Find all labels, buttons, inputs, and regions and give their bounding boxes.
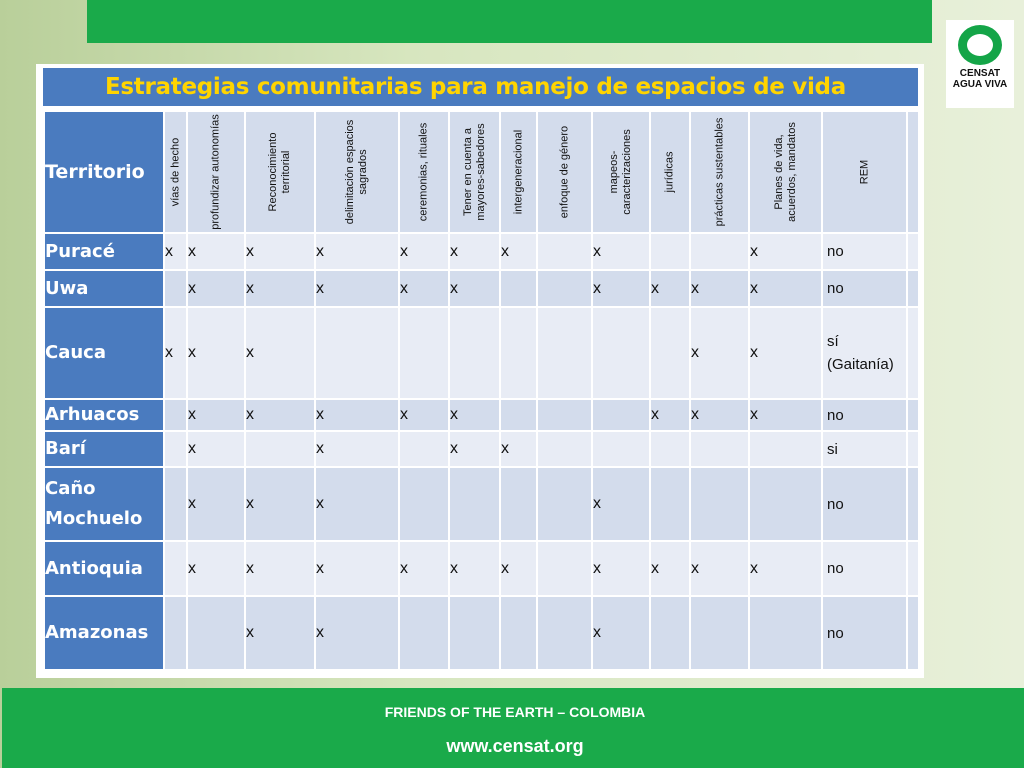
strategy-cell bbox=[399, 431, 449, 467]
territory-name: Caño Mochuelo bbox=[44, 467, 164, 541]
strategy-cell bbox=[690, 431, 749, 467]
column-header bbox=[164, 111, 187, 233]
logo-ring-icon bbox=[958, 25, 1002, 65]
column-header-label: profundizar autonomías bbox=[209, 114, 222, 230]
strategy-cell: x bbox=[749, 233, 822, 270]
strategy-cell bbox=[164, 541, 187, 596]
logo-text bbox=[953, 68, 1007, 90]
column-header-label: REM bbox=[858, 159, 870, 185]
strategy-cell: x bbox=[449, 233, 500, 270]
rem-cell: no bbox=[822, 399, 907, 431]
table-row bbox=[44, 270, 919, 307]
strategy-cell: x bbox=[245, 270, 315, 307]
strategy-cell bbox=[650, 307, 690, 399]
strategy-cell bbox=[164, 431, 187, 467]
territory-name: Uwa bbox=[44, 270, 164, 307]
strategy-cell bbox=[907, 541, 919, 596]
strategy-cell: x bbox=[500, 233, 537, 270]
strategy-cell bbox=[690, 596, 749, 670]
strategy-cell: x bbox=[650, 399, 690, 431]
strategy-cell bbox=[650, 431, 690, 467]
footer-org: FRIENDS OF THE EARTH – COLOMBIA bbox=[384, 704, 646, 720]
column-header bbox=[822, 111, 907, 233]
strategy-cell: x bbox=[245, 596, 315, 670]
strategy-cell: x bbox=[500, 431, 537, 467]
column-header-label: prácticas sustentables bbox=[713, 117, 725, 227]
strategy-cell bbox=[164, 399, 187, 431]
strategy-cell: x bbox=[399, 541, 449, 596]
strategy-cell bbox=[537, 467, 592, 541]
strategy-cell: x bbox=[187, 270, 245, 307]
territory-name: Cauca bbox=[44, 307, 164, 399]
strategy-cell bbox=[749, 596, 822, 670]
strategy-cell bbox=[449, 596, 500, 670]
table-body bbox=[44, 233, 919, 670]
strategy-cell bbox=[592, 431, 650, 467]
column-header bbox=[245, 111, 315, 233]
column-header bbox=[500, 111, 537, 233]
column-header bbox=[399, 111, 449, 233]
column-header bbox=[650, 111, 690, 233]
strategy-cell bbox=[500, 467, 537, 541]
strategy-cell bbox=[164, 270, 187, 307]
strategy-cell bbox=[537, 596, 592, 670]
strategy-cell: x bbox=[245, 233, 315, 270]
column-header bbox=[592, 111, 650, 233]
strategies-table bbox=[43, 110, 920, 671]
territorio-header: Territorio bbox=[44, 111, 164, 233]
territory-name: Barí bbox=[44, 431, 164, 467]
strategy-cell bbox=[399, 467, 449, 541]
strategy-cell bbox=[907, 596, 919, 670]
strategy-cell bbox=[449, 467, 500, 541]
strategy-cell: x bbox=[449, 431, 500, 467]
strategy-cell bbox=[187, 596, 245, 670]
censat-logo bbox=[946, 20, 1014, 108]
strategy-cell: x bbox=[164, 307, 187, 399]
strategy-cell: x bbox=[749, 307, 822, 399]
strategy-cell bbox=[907, 399, 919, 431]
title-bar bbox=[43, 68, 918, 106]
strategy-cell: x bbox=[315, 541, 399, 596]
strategy-cell bbox=[907, 233, 919, 270]
strategy-cell bbox=[690, 233, 749, 270]
strategy-cell bbox=[164, 467, 187, 541]
rem-cell: si bbox=[822, 431, 907, 467]
strategy-cell: x bbox=[187, 399, 245, 431]
table-row bbox=[44, 467, 919, 541]
strategy-cell bbox=[650, 467, 690, 541]
strategy-cell: x bbox=[315, 233, 399, 270]
strategy-cell: x bbox=[690, 399, 749, 431]
strategy-cell: x bbox=[245, 541, 315, 596]
strategy-cell: x bbox=[592, 233, 650, 270]
strategy-cell: x bbox=[187, 233, 245, 270]
strategy-cell bbox=[399, 596, 449, 670]
strategy-cell: x bbox=[164, 233, 187, 270]
column-header-label: delimitación espacios sagrados bbox=[344, 119, 369, 225]
strategy-cell: x bbox=[187, 467, 245, 541]
strategy-cell: x bbox=[749, 541, 822, 596]
strategy-cell: x bbox=[399, 399, 449, 431]
strategy-cell bbox=[749, 467, 822, 541]
strategy-cell bbox=[245, 431, 315, 467]
strategy-cell: x bbox=[187, 307, 245, 399]
strategy-cell: x bbox=[650, 541, 690, 596]
table-row bbox=[44, 233, 919, 270]
strategy-cell: x bbox=[315, 399, 399, 431]
column-header bbox=[449, 111, 500, 233]
strategy-cell bbox=[907, 270, 919, 307]
strategy-cell: x bbox=[592, 596, 650, 670]
column-header bbox=[690, 111, 749, 233]
table-row bbox=[44, 399, 919, 431]
strategy-cell bbox=[907, 307, 919, 399]
column-header-label: mapeos- caracterizaciones bbox=[608, 129, 633, 215]
table-row bbox=[44, 307, 919, 399]
strategy-cell: x bbox=[315, 270, 399, 307]
strategy-cell bbox=[592, 399, 650, 431]
territory-name: Arhuacos bbox=[44, 399, 164, 431]
strategy-cell: x bbox=[749, 399, 822, 431]
rem-cell: no bbox=[822, 467, 907, 541]
strategy-cell bbox=[449, 307, 500, 399]
column-header bbox=[315, 111, 399, 233]
column-header bbox=[907, 111, 919, 233]
strategy-cell bbox=[537, 307, 592, 399]
strategy-cell: x bbox=[690, 270, 749, 307]
slide-title: Estrategias comunitarias para manejo de espacios de vida bbox=[105, 74, 846, 100]
column-header-label: Reconocimiento territorial bbox=[267, 132, 292, 212]
table-row bbox=[44, 596, 919, 670]
table-row bbox=[44, 431, 919, 467]
strategy-cell: x bbox=[187, 541, 245, 596]
strategy-cell: x bbox=[315, 431, 399, 467]
strategy-cell bbox=[164, 596, 187, 670]
strategy-cell bbox=[399, 307, 449, 399]
column-header bbox=[537, 111, 592, 233]
strategy-cell: x bbox=[690, 541, 749, 596]
column-header-label: intergeneracional bbox=[512, 129, 524, 215]
territory-name: Antioquia bbox=[44, 541, 164, 596]
column-header-label: ceremonias, rituales bbox=[417, 122, 430, 222]
header-row bbox=[44, 111, 919, 233]
strategy-cell bbox=[690, 467, 749, 541]
rem-cell: no bbox=[822, 541, 907, 596]
column-header-label: enfoque de género bbox=[558, 125, 570, 219]
strategy-cell: x bbox=[500, 541, 537, 596]
strategy-cell: x bbox=[399, 270, 449, 307]
strategy-cell: x bbox=[399, 233, 449, 270]
top-green-bar bbox=[87, 0, 932, 43]
strategy-cell bbox=[500, 399, 537, 431]
rem-cell: no bbox=[822, 233, 907, 270]
strategy-cell bbox=[315, 307, 399, 399]
footer-url: www.censat.org bbox=[446, 736, 584, 756]
strategy-cell: x bbox=[449, 399, 500, 431]
strategy-cell bbox=[650, 233, 690, 270]
strategy-cell bbox=[500, 307, 537, 399]
strategy-cell: x bbox=[449, 541, 500, 596]
strategy-cell: x bbox=[592, 467, 650, 541]
column-header bbox=[187, 111, 245, 233]
territory-name: Puracé bbox=[44, 233, 164, 270]
strategy-cell: x bbox=[749, 270, 822, 307]
strategy-cell bbox=[537, 270, 592, 307]
strategy-cell bbox=[907, 467, 919, 541]
strategy-cell: x bbox=[592, 270, 650, 307]
logo-line1: CENSAT bbox=[959, 68, 1001, 79]
strategy-cell bbox=[537, 541, 592, 596]
strategy-cell bbox=[537, 399, 592, 431]
strategy-cell bbox=[500, 270, 537, 307]
strategy-cell: x bbox=[245, 399, 315, 431]
strategy-cell: x bbox=[245, 467, 315, 541]
strategy-cell: x bbox=[449, 270, 500, 307]
table-row bbox=[44, 541, 919, 596]
column-header-label: vías de hecho bbox=[169, 137, 181, 207]
column-header-label: Planes de vida, acuerdos, mandatos bbox=[772, 122, 798, 222]
strategy-cell: x bbox=[650, 270, 690, 307]
strategy-cell: x bbox=[187, 431, 245, 467]
strategy-cell: x bbox=[690, 307, 749, 399]
logo-line2: AGUA VIVA bbox=[952, 79, 1008, 90]
strategy-cell: x bbox=[315, 596, 399, 670]
column-header-label: Tener en cuenta a mayores-sabedores bbox=[461, 123, 487, 221]
column-header-label: jurídicas bbox=[663, 151, 676, 193]
strategy-cell: x bbox=[245, 307, 315, 399]
strategy-cell bbox=[537, 233, 592, 270]
strategy-cell: x bbox=[592, 541, 650, 596]
strategy-cell bbox=[650, 596, 690, 670]
strategy-cell bbox=[537, 431, 592, 467]
rem-cell: no bbox=[822, 270, 907, 307]
strategy-cell bbox=[500, 596, 537, 670]
column-header bbox=[749, 111, 822, 233]
rem-cell: no bbox=[822, 596, 907, 670]
strategy-cell bbox=[592, 307, 650, 399]
strategy-cell bbox=[749, 431, 822, 467]
strategy-cell bbox=[907, 431, 919, 467]
territory-name: Amazonas bbox=[44, 596, 164, 670]
strategy-cell: x bbox=[315, 467, 399, 541]
rem-cell: sí (Gaitanía) bbox=[822, 307, 907, 399]
